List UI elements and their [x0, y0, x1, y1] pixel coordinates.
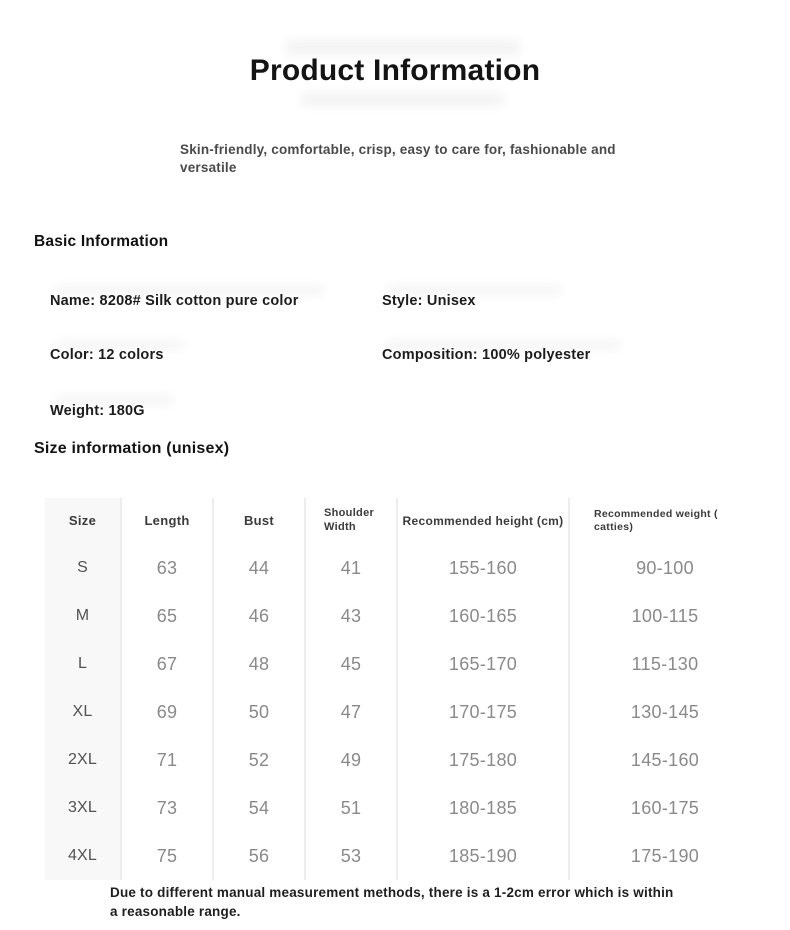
measurement-note: Due to different manual measurement methods, there is a 1-2cm error which is within a reasonable range. — [110, 885, 674, 919]
table-cell: 170-175 — [396, 688, 568, 736]
size-table — [45, 498, 760, 880]
table-cell: 67 — [120, 640, 212, 688]
column-header-length: Length — [120, 498, 212, 544]
basic-info-heading: Basic Information — [34, 233, 169, 250]
table-cell: 52 — [212, 736, 304, 784]
column-header-bust: Bust — [212, 498, 304, 544]
table-cell: 160-165 — [396, 592, 568, 640]
table-cell: 65 — [120, 592, 212, 640]
table-cell: 44 — [212, 544, 304, 592]
size-info-heading: Size information (unisex) — [34, 440, 230, 457]
table-cell: 47 — [304, 688, 396, 736]
table-row — [45, 592, 760, 640]
field-name: Name: 8208# Silk cotton pure color — [50, 293, 299, 309]
size-label-cell: XL — [45, 688, 120, 736]
watermark-smudge — [285, 40, 520, 55]
column-header-recommended-height: Recommended height (cm) — [396, 498, 568, 544]
size-label-cell: L — [45, 640, 120, 688]
table-cell: 155-160 — [396, 544, 568, 592]
table-cell: 180-185 — [396, 784, 568, 832]
table-cell: 41 — [304, 544, 396, 592]
table-cell: 115-130 — [568, 640, 760, 688]
column-header-shoulder-width: Shoulder Width — [304, 498, 396, 544]
table-cell: 185-190 — [396, 832, 568, 880]
table-cell: 165-170 — [396, 640, 568, 688]
field-composition: Composition: 100% polyester — [382, 347, 591, 363]
table-cell: 46 — [212, 592, 304, 640]
table-row — [45, 640, 760, 688]
table-cell: 130-145 — [568, 688, 760, 736]
table-cell: 175-180 — [396, 736, 568, 784]
table-cell: 160-175 — [568, 784, 760, 832]
size-table-header-row — [45, 498, 760, 544]
table-row — [45, 736, 760, 784]
table-cell: 48 — [212, 640, 304, 688]
table-cell: 175-190 — [568, 832, 760, 880]
table-cell: 54 — [212, 784, 304, 832]
table-row — [45, 688, 760, 736]
size-label-cell: 4XL — [45, 832, 120, 880]
page-title: Product Information — [249, 54, 541, 87]
size-label-cell: M — [45, 592, 120, 640]
table-cell: 53 — [304, 832, 396, 880]
table-cell: 90-100 — [568, 544, 760, 592]
table-cell: 100-115 — [568, 592, 760, 640]
table-cell: 43 — [304, 592, 396, 640]
size-table-body — [45, 544, 760, 880]
table-cell: 73 — [120, 784, 212, 832]
field-color: Color: 12 colors — [50, 347, 164, 363]
size-label-cell: 3XL — [45, 784, 120, 832]
table-cell: 71 — [120, 736, 212, 784]
size-label-cell: 2XL — [45, 736, 120, 784]
column-header-recommended-weight: Recommended weight ( catties) — [568, 498, 760, 544]
table-row — [45, 544, 760, 592]
table-row — [45, 784, 760, 832]
field-style: Style: Unisex — [382, 293, 476, 309]
table-cell: 50 — [212, 688, 304, 736]
field-weight: Weight: 180G — [50, 403, 145, 419]
table-cell: 49 — [304, 736, 396, 784]
column-header-size: Size — [45, 498, 120, 544]
size-label-cell: S — [45, 544, 120, 592]
table-cell: 145-160 — [568, 736, 760, 784]
table-cell: 51 — [304, 784, 396, 832]
table-cell: 56 — [212, 832, 304, 880]
table-cell: 69 — [120, 688, 212, 736]
table-row — [45, 832, 760, 880]
table-cell: 63 — [120, 544, 212, 592]
table-cell: 45 — [304, 640, 396, 688]
table-cell: 75 — [120, 832, 212, 880]
watermark-smudge — [300, 93, 505, 106]
page-subtitle: Skin-friendly, comfortable, crisp, easy to care for, fashionable and versatile — [180, 142, 616, 175]
